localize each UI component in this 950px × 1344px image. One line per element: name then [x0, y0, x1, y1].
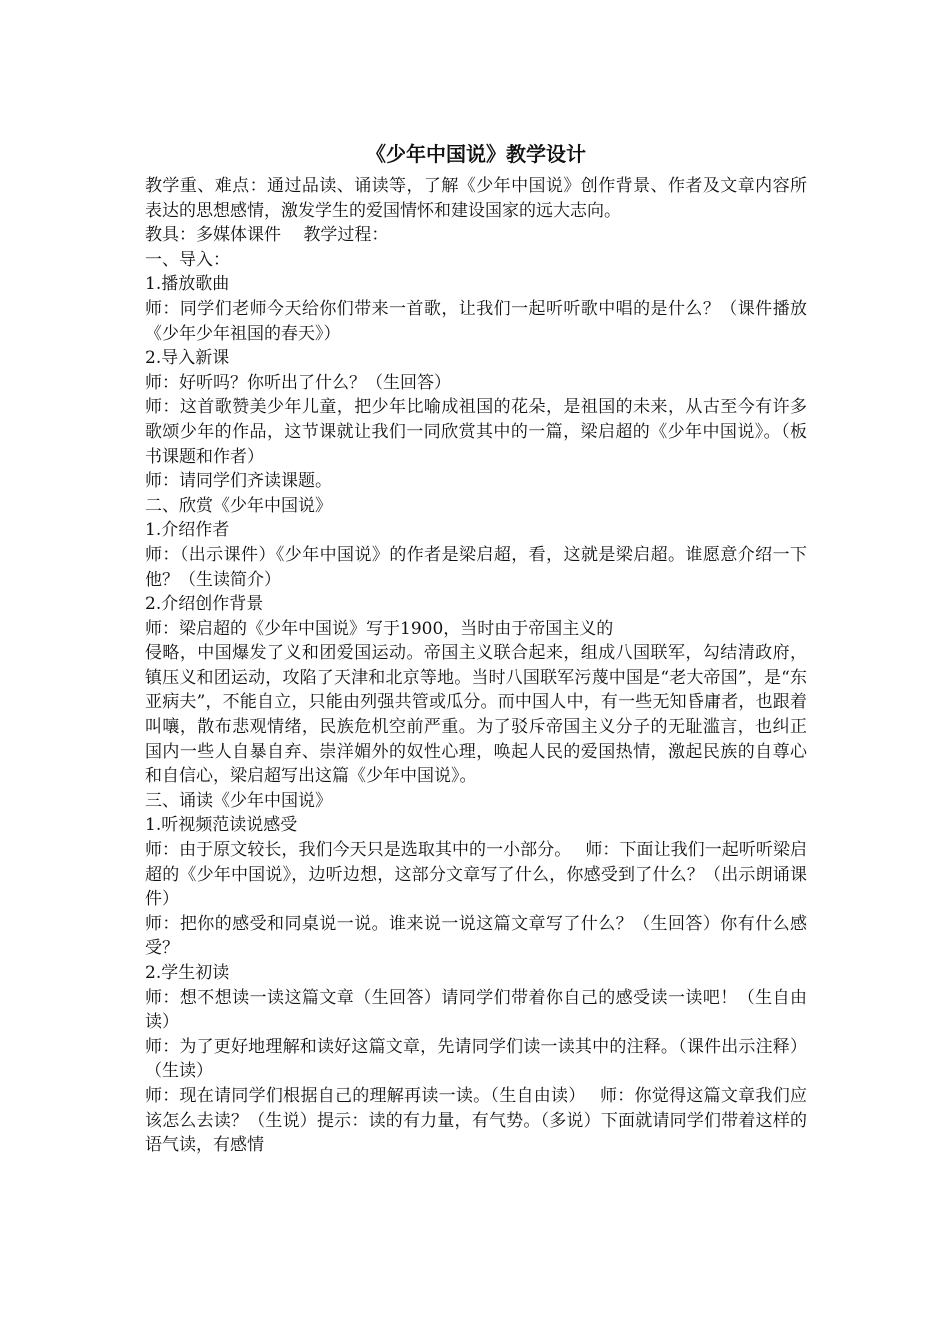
- subheading-first-read: 2.学生初读: [145, 963, 230, 983]
- section-heading-appreciate: 二、欣赏《少年中国说》: [145, 495, 332, 516]
- paragraph-listen: 师：由于原文较长，我们今天只是选取其中的一小部分。 师：下面让我们一起听听梁启超的《少年中国说》，边听边想，这部分文章写了什么，你感受到了什么？（出示朗诵课件）: [145, 840, 807, 910]
- document-title: 《少年中国说》教学设计: [366, 142, 586, 166]
- subheading-author: 1.介绍作者: [145, 520, 230, 541]
- paragraph-background-2: 侵略，中国爆发了义和团爱国运动。帝国主义联合起来，组成八国联军，勾结清政府，镇压义和团运动，攻陷了天津和北京等地。当时八国联军污蔑中国是“老大帝国”，是“东亚病夫”，不能自立，只能由列强共管或瓜分。而中国人中，有一些无知昏庸者，也跟着叫嚷，散布悲观情绪，民族危机空前严重。为了驳斥帝国主义分子的无耻滥言，也纠正国内一些人自暴自弃、崇洋媚外的奴性心理，唤起人民的爱国热情，激起民族的自尊心和自信心，梁启超写出这篇《少年中国说》。: [145, 643, 807, 787]
- paragraph-tools: 教具：多媒体课件 教学过程：: [145, 225, 389, 246]
- paragraph-background-1: 师：梁启超的《少年中国说》写于1900，当时由于帝国主义的: [145, 618, 614, 639]
- section-heading-recite: 三、诵读《少年中国说》: [145, 790, 332, 811]
- paragraph-teacher-intro: 师：这首歌赞美少年儿童，把少年比喻成祖国的花朵，是祖国的未来，从古至今有许多歌颂少年的作品，这节课就让我们一同欣赏其中的一篇，梁启超的《少年中国说》。（板书课题和作者）: [145, 397, 807, 467]
- paragraph-reread: 师：现在请同学们根据自己的理解再读一读。（生自由读） 师：你觉得这篇文章我们应该怎么去读？（生说）提示：读的有力量，有气势。（多说）下面就请同学们带着这样的语气读，有感情: [145, 1085, 807, 1156]
- paragraph-notes: 师：为了更好地理解和读好这篇文章，先请同学们读一读其中的注释。（课件出示注释）（生读）: [145, 1036, 807, 1082]
- paragraph-first-read: 师：想不想读一读这篇文章（生回答）请同学们带着你自己的感受读一读吧！（生自由读）: [145, 987, 807, 1033]
- paragraph-read-title: 师：请同学们齐读课题。: [145, 471, 332, 492]
- subheading-listen: 1.听视频范读说感受: [145, 815, 298, 836]
- paragraph-goals: 教学重、难点：通过品读、诵读等，了解《少年中国说》创作背景、作者及文章内容所表达的思想感情，激发学生的爱国情怀和建设国家的远大志向。: [145, 176, 807, 221]
- subheading-background: 2.介绍创作背景: [145, 594, 264, 615]
- section-heading-intro: 一、导入：: [145, 249, 230, 270]
- paragraph-author: 师：（出示课件）《少年中国说》的作者是梁启超，看，这就是梁启超。谁愿意介绍一下他？（生读简介）: [145, 544, 807, 590]
- paragraph-teacher-song: 师：同学们老师今天给你们带来一首歌，让我们一起听听歌中唱的是什么？（课件播放《少年少年祖国的春天》）: [145, 298, 807, 344]
- paragraph-teacher-question: 师：好听吗？你听出了什么？（生回答）: [145, 372, 451, 393]
- subheading-new-lesson: 2.导入新课: [145, 348, 230, 369]
- paragraph-share: 师：把你的感受和同桌说一说。谁来说一说这篇文章写了什么？（生回答）你有什么感受？: [145, 913, 807, 959]
- document-body: [145, 140, 807, 1158]
- subheading-play-song: 1.播放歌曲: [145, 274, 230, 295]
